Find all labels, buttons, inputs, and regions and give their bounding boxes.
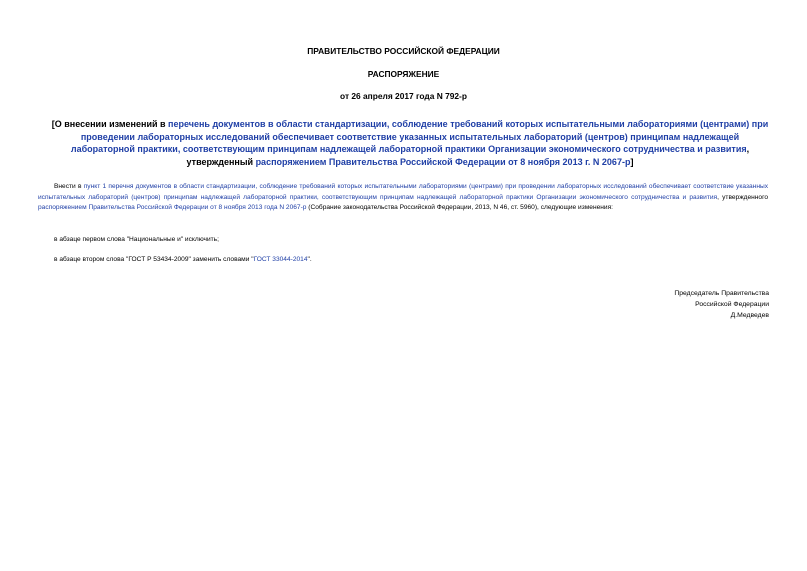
change-item-1: в абзаце первом слова "Национальные и" исключить; [54, 236, 219, 243]
body-start: Внести в [54, 183, 84, 190]
title-middle: , утвержденный [186, 144, 750, 167]
document-date-number: от 26 апреля 2017 года N 792-р [340, 91, 467, 101]
title-prefix: [О внесении изменений в [51, 119, 169, 129]
title-suffix: ] [630, 156, 634, 167]
body-mid: , утвержденного [717, 193, 769, 201]
document-title [50, 118, 770, 168]
signature-position: Председатель Правительства [674, 290, 769, 297]
signature-country: Российской Федерации [695, 300, 769, 308]
title-link-document-list[interactable]: перечень документов в области стандартизации, соблюдение требований которых испытательными лабораториями (центрами) при проведении лабораторных исследований обеспечивает соответствие указанных испытательных лабораторий (центров) принципам надлежащей лабораторной практики, соответствующим принципам надлежащей лабораторной практики Организации экономического сотрудничества и развития [70, 119, 769, 155]
signature-block [674, 289, 769, 321]
document-type: РАСПОРЯЖЕНИЕ [367, 69, 440, 79]
body-link-point-1[interactable]: пункт 1 перечня документов в области стандартизации, соблюдение требований которых испытательными лабораториями (центрами) при проведении лабораторных исследований обеспечивает соответствие указанных испытательных лабораторий (центров) принципам надлежащей лабораторной практики, соответствующим принципам надлежащей лабораторной практики Организации экономического сотрудничества и развития [38, 183, 768, 201]
change-item-2 [54, 256, 312, 263]
item2-start: в абзаце втором слова "ГОСТ Р 53434-2009" заменить словами " [54, 256, 254, 263]
body-end: (Собрание законодательства Российской Федерации, 2013, N 46, ст. 5960), следующие изменения: [306, 204, 614, 212]
government-header: ПРАВИТЕЛЬСТВО РОССИЙСКОЙ ФЕДЕРАЦИИ [307, 46, 500, 56]
signature-name: Д.Медведев [730, 311, 769, 319]
item2-end: ". [307, 256, 312, 263]
item2-link-gost[interactable]: ГОСТ 33044-2014 [253, 256, 308, 263]
body-paragraph [38, 182, 768, 214]
title-link-order-2067[interactable]: распоряжением Правительства Российской Федерации от 8 ноября 2013 г. N 2067-р [255, 156, 631, 167]
body-link-order-2067[interactable]: распоряжением Правительства Российской Федерации от 8 ноября 2013 года N 2067-р [38, 204, 307, 212]
